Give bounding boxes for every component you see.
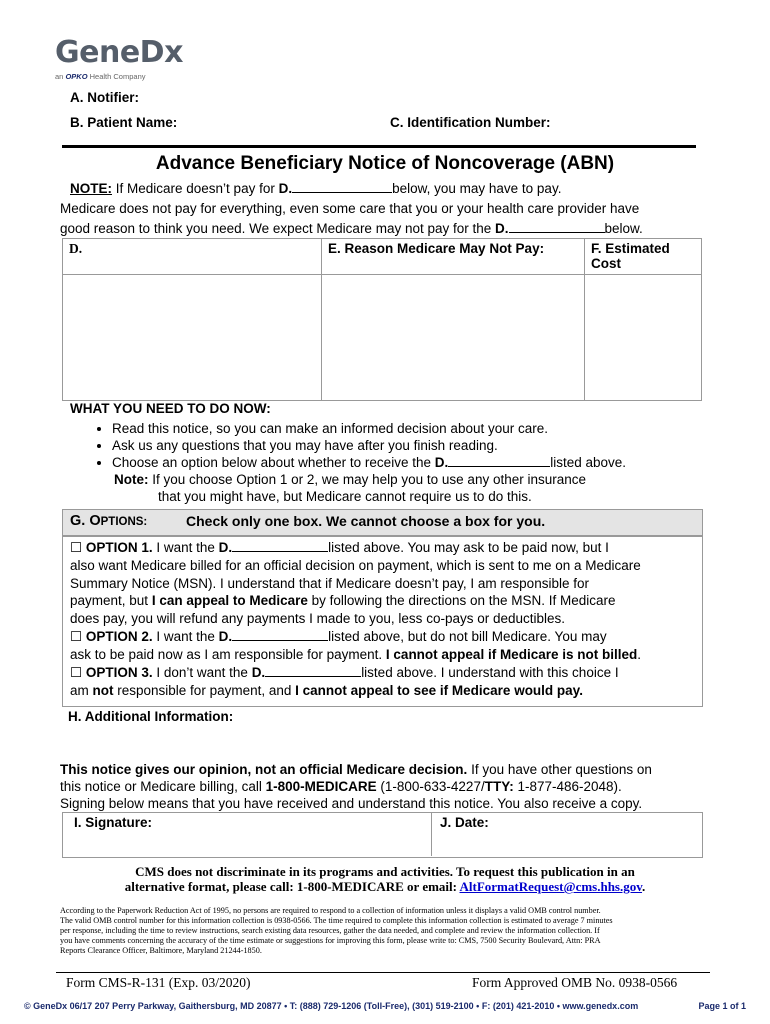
need-note-2: that you might have, but Medicare cannot require us to do this. [158, 489, 532, 504]
option-1-l4a: payment, but [70, 593, 152, 608]
option-3-d: D. [251, 665, 266, 680]
option-1-text-a: I want the [152, 540, 219, 555]
option-2-l2a: ask to be paid now as I am responsible for payment. [70, 647, 386, 662]
option-1-line-3: Summary Notice (MSN). I understand that if Medicare doesn’t pay, I am responsible for [70, 576, 589, 591]
col-f-header [585, 239, 702, 275]
options-instruction: Check only one box. We cannot choose a box for you. [186, 513, 546, 529]
col-f-header-line2: Cost [591, 256, 621, 271]
genedx-logo [55, 36, 185, 82]
logo-sub-prefix: an [55, 72, 64, 81]
paperwork-line-3: per response, including the time to review instructions, search existing data resources, gather the data needed, and complete and review the information collection. If [60, 926, 600, 935]
opinion-line-2 [60, 779, 622, 794]
option-3-checkbox[interactable]: ☐ [70, 665, 83, 680]
footer-address: © GeneDx 06/17 207 Perry Parkway, Gaithersburg, MD 20877 • T: (888) 729-1206 (Toll-Free), (301) 519-2100 • F: (201) 421-2010 • www.genedx.com [24, 1001, 639, 1011]
identification-number-label: C. Identification Number: [390, 115, 551, 130]
option-1-l4c: by following the directions on the MSN. If Medicare [307, 593, 616, 608]
option-1-line-5: does pay, you will refund any payments I made to you, less co-pays or deductibles. [70, 611, 566, 626]
option-3-text-a: I don’t want the [152, 665, 252, 680]
option-3-text-b: listed above. I understand with this choice I [361, 665, 619, 680]
option-1-text-b: listed above. You may ask to be paid now, but I [328, 540, 609, 555]
need-bullet-3b: listed above. [550, 455, 627, 470]
option-3-line-1 [70, 664, 619, 682]
option-2-line-2 [70, 646, 641, 664]
need-note-text: If you choose Option 1 or 2, we may help you to use any other insurance [148, 472, 587, 487]
option-2-checkbox[interactable]: ☐ [70, 629, 83, 644]
col-f-cell[interactable] [585, 275, 702, 401]
col-e-header: E. Reason Medicare May Not Pay: [322, 239, 585, 275]
signature-label: I. Signature: [74, 815, 153, 830]
opinion-l2a: this notice or Medicare billing, call [60, 779, 266, 794]
need-bullet-1: • Read this notice, so you can make an informed decision about your care. [112, 420, 626, 437]
options-heading-rest: PTIONS: [100, 516, 148, 528]
option-1-label: OPTION 1. [82, 540, 153, 555]
company-footer [24, 1001, 746, 1011]
paperwork-line-1: According to the Paperwork Reduction Act of 1995, no persons are required to respond to a collection of information unless it displays a valid OMB control number. [60, 906, 601, 915]
paperwork-notice [60, 906, 710, 956]
option-3-l2b: not [92, 683, 114, 698]
col-d-cell[interactable] [63, 275, 322, 401]
option-3-l2a: am [70, 683, 93, 698]
option-1-blank[interactable] [232, 539, 328, 552]
page-title: Advance Beneficiary Notice of Noncoverage (ABN) [155, 153, 615, 174]
signature-field[interactable] [64, 832, 429, 854]
option-1-line-1 [70, 539, 609, 557]
opinion-rest: If you have other questions on [467, 762, 652, 777]
opinion-line-3: Signing below means that you have received and understand this notice. You also receive a copy. [60, 796, 643, 811]
note-blank[interactable] [292, 180, 392, 193]
option-2-d: D. [218, 629, 233, 644]
need-bullet-2: • Ask us any questions that you may have after you finish reading. [112, 437, 626, 454]
col-d-header: D. [63, 239, 322, 275]
option-3-l2c: responsible for payment, and [113, 683, 296, 698]
paperwork-line-4: you have comments concerning the accuracy of the time estimate or suggestions for improving this form, please write to: CMS, 7500 Security Boulevard, Attn: PRA [60, 936, 601, 945]
option-2-label: OPTION 2. [82, 629, 153, 644]
date-label: J. Date: [440, 815, 489, 830]
option-1-line-2: also want Medicare billed for an official decision on payment, which is sent to me on a Medicare [70, 558, 641, 573]
option-1-d: D. [218, 540, 233, 555]
logo-sub-brand: OPKO [65, 72, 88, 81]
omb-number: Form Approved OMB No. 0938-0566 [472, 975, 678, 990]
notifier-label: A. Notifier: [70, 90, 139, 105]
opinion-l2e: 1-877-486-2048). [513, 779, 622, 794]
note-label: NOTE: [70, 181, 112, 196]
logo-wordmark: GeneDx [55, 35, 183, 70]
option-1-line-4 [70, 592, 616, 610]
note-line-3 [60, 220, 643, 236]
note-text-2: below, you may have to pay. [392, 181, 562, 196]
opinion-l2b: 1-800-MEDICARE [265, 779, 377, 794]
header-divider [62, 145, 696, 148]
option-2-line-1 [70, 628, 607, 646]
opinion-l2c: (1-800-633-4227/ [376, 779, 485, 794]
option-3-blank[interactable] [265, 664, 361, 677]
option-2-text-a: I want the [152, 629, 219, 644]
opinion-line-1 [60, 762, 652, 777]
logo-tagline [55, 72, 146, 81]
col-f-header-line1: F. Estimated [591, 241, 670, 256]
note-line-3b: below. [604, 221, 643, 236]
note-text-1: If Medicare doesn’t pay for [112, 181, 279, 196]
signature-divider [431, 812, 432, 856]
need-bullet-3-d: D. [434, 455, 449, 470]
option-2-blank[interactable] [232, 628, 328, 641]
logo-sub-suffix: Health Company [89, 72, 146, 81]
cms-period: . [642, 879, 646, 894]
need-note [114, 472, 586, 487]
note-line-2: Medicare does not pay for everything, even some care that you or your health care provider have [60, 201, 640, 216]
date-field[interactable] [434, 832, 699, 854]
option-2-l2b: I cannot appeal if Medicare is not billed [385, 647, 638, 662]
need-note-label: Note: [114, 472, 149, 487]
options-heading-g: G. O [70, 513, 101, 529]
opinion-l2d: TTY: [484, 779, 514, 794]
note-d: D. [278, 181, 293, 196]
note-line-1 [70, 180, 561, 196]
footer-divider [56, 972, 710, 973]
cms-email-link[interactable]: AltFormatRequest@cms.hhs.gov [459, 879, 643, 894]
opinion-bold: This notice gives our opinion, not an official Medicare decision. [60, 762, 468, 777]
option-2-text-b: listed above, but do not bill Medicare. You may [328, 629, 607, 644]
option-2-l2c: . [637, 647, 641, 662]
option-3-line-2 [70, 682, 583, 700]
option-1-checkbox[interactable]: ☐ [70, 540, 83, 555]
need-bullet-3 [112, 454, 626, 471]
patient-name-label: B. Patient Name: [70, 115, 178, 130]
additional-info-label: H. Additional Information: [68, 709, 234, 724]
cms-line-1: CMS does not discriminate in its programs and activities. To request this publication in an [135, 864, 635, 879]
services-table [62, 238, 702, 401]
note-line-3-d: D. [495, 221, 509, 236]
need-bullet-3a: Choose an option below about whether to receive the [112, 455, 435, 470]
paperwork-line-2: The valid OMB control number for this information collection is 0938-0566. The time required to complete this information collection is estimated to average 7 minutes [60, 916, 613, 925]
option-1-l4b: I can appeal to Medicare [151, 593, 308, 608]
need-list [70, 420, 626, 471]
paperwork-line-5: Reports Clearance Officer, Baltimore, Maryland 21244-1850. [60, 946, 262, 955]
col-e-cell[interactable] [322, 275, 585, 401]
page-number: Page 1 of 1 [698, 1001, 746, 1011]
options-heading [70, 513, 147, 529]
cms-line-2 [0, 879, 770, 895]
note-line-3a: good reason to think you need. We expect Medicare may not pay for the [60, 221, 496, 236]
cms-line-2-text: alternative format, please call: 1-800-MEDICARE or email: [124, 879, 460, 894]
option-3-label: OPTION 3. [82, 665, 153, 680]
need-bullet-3-blank[interactable] [448, 454, 550, 467]
note-line-3-blank[interactable] [509, 220, 605, 233]
option-3-l2d: I cannot appeal to see if Medicare would pay. [295, 683, 583, 698]
form-number: Form CMS-R-131 (Exp. 03/2020) [66, 975, 251, 990]
need-heading: WHAT YOU NEED TO DO NOW: [70, 401, 271, 416]
